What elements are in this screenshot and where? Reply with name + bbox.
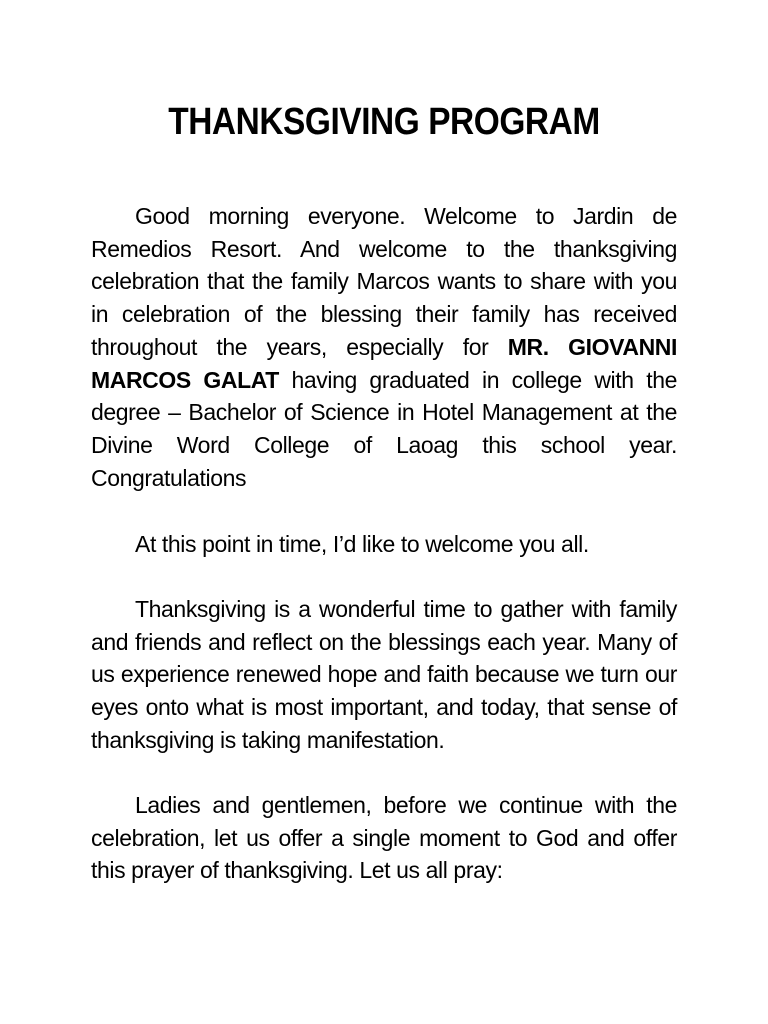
paragraph-prayer	[91, 789, 677, 887]
paragraph-welcome-text-1: Good morning everyone. Welcome to Jardin de Remedios Resort. And welcome to the thanksgiving celebration that the family Marcos wants to share with you in celebration of the blessing their family has received throughout the years, especially for	[91, 203, 677, 360]
paragraph-thanksgiving-text: Thanksgiving is a wonderful time to gather with family and friends and reflect on the blessings each year. Many of us experience renewed hope and faith because we turn our eyes onto what is most important, and today, that sense of thanksgiving is taking manifestation.	[91, 596, 677, 753]
paragraph-thanksgiving	[91, 593, 677, 757]
graduate-name: MR. GIOVANNI MARCOS GALAT	[91, 333, 677, 393]
paragraph-greeting	[91, 528, 677, 561]
paragraph-greeting-text: At this point in time, I’d like to welcome you all.	[135, 531, 589, 557]
paragraph-welcome	[91, 200, 677, 494]
paragraph-prayer-text: Ladies and gentlemen, before we continue with the celebration, let us offer a single moment to God and offer this prayer of thanksgiving. Let us all pray:	[91, 792, 677, 884]
paragraph-welcome-text-2: having graduated in college with the degree – Bachelor of Science in Hotel Management at the Divine Word College of Laoag this school year. Congratulations	[91, 366, 677, 491]
document-title: THANKSGIVING PROGRAM	[168, 101, 600, 143]
